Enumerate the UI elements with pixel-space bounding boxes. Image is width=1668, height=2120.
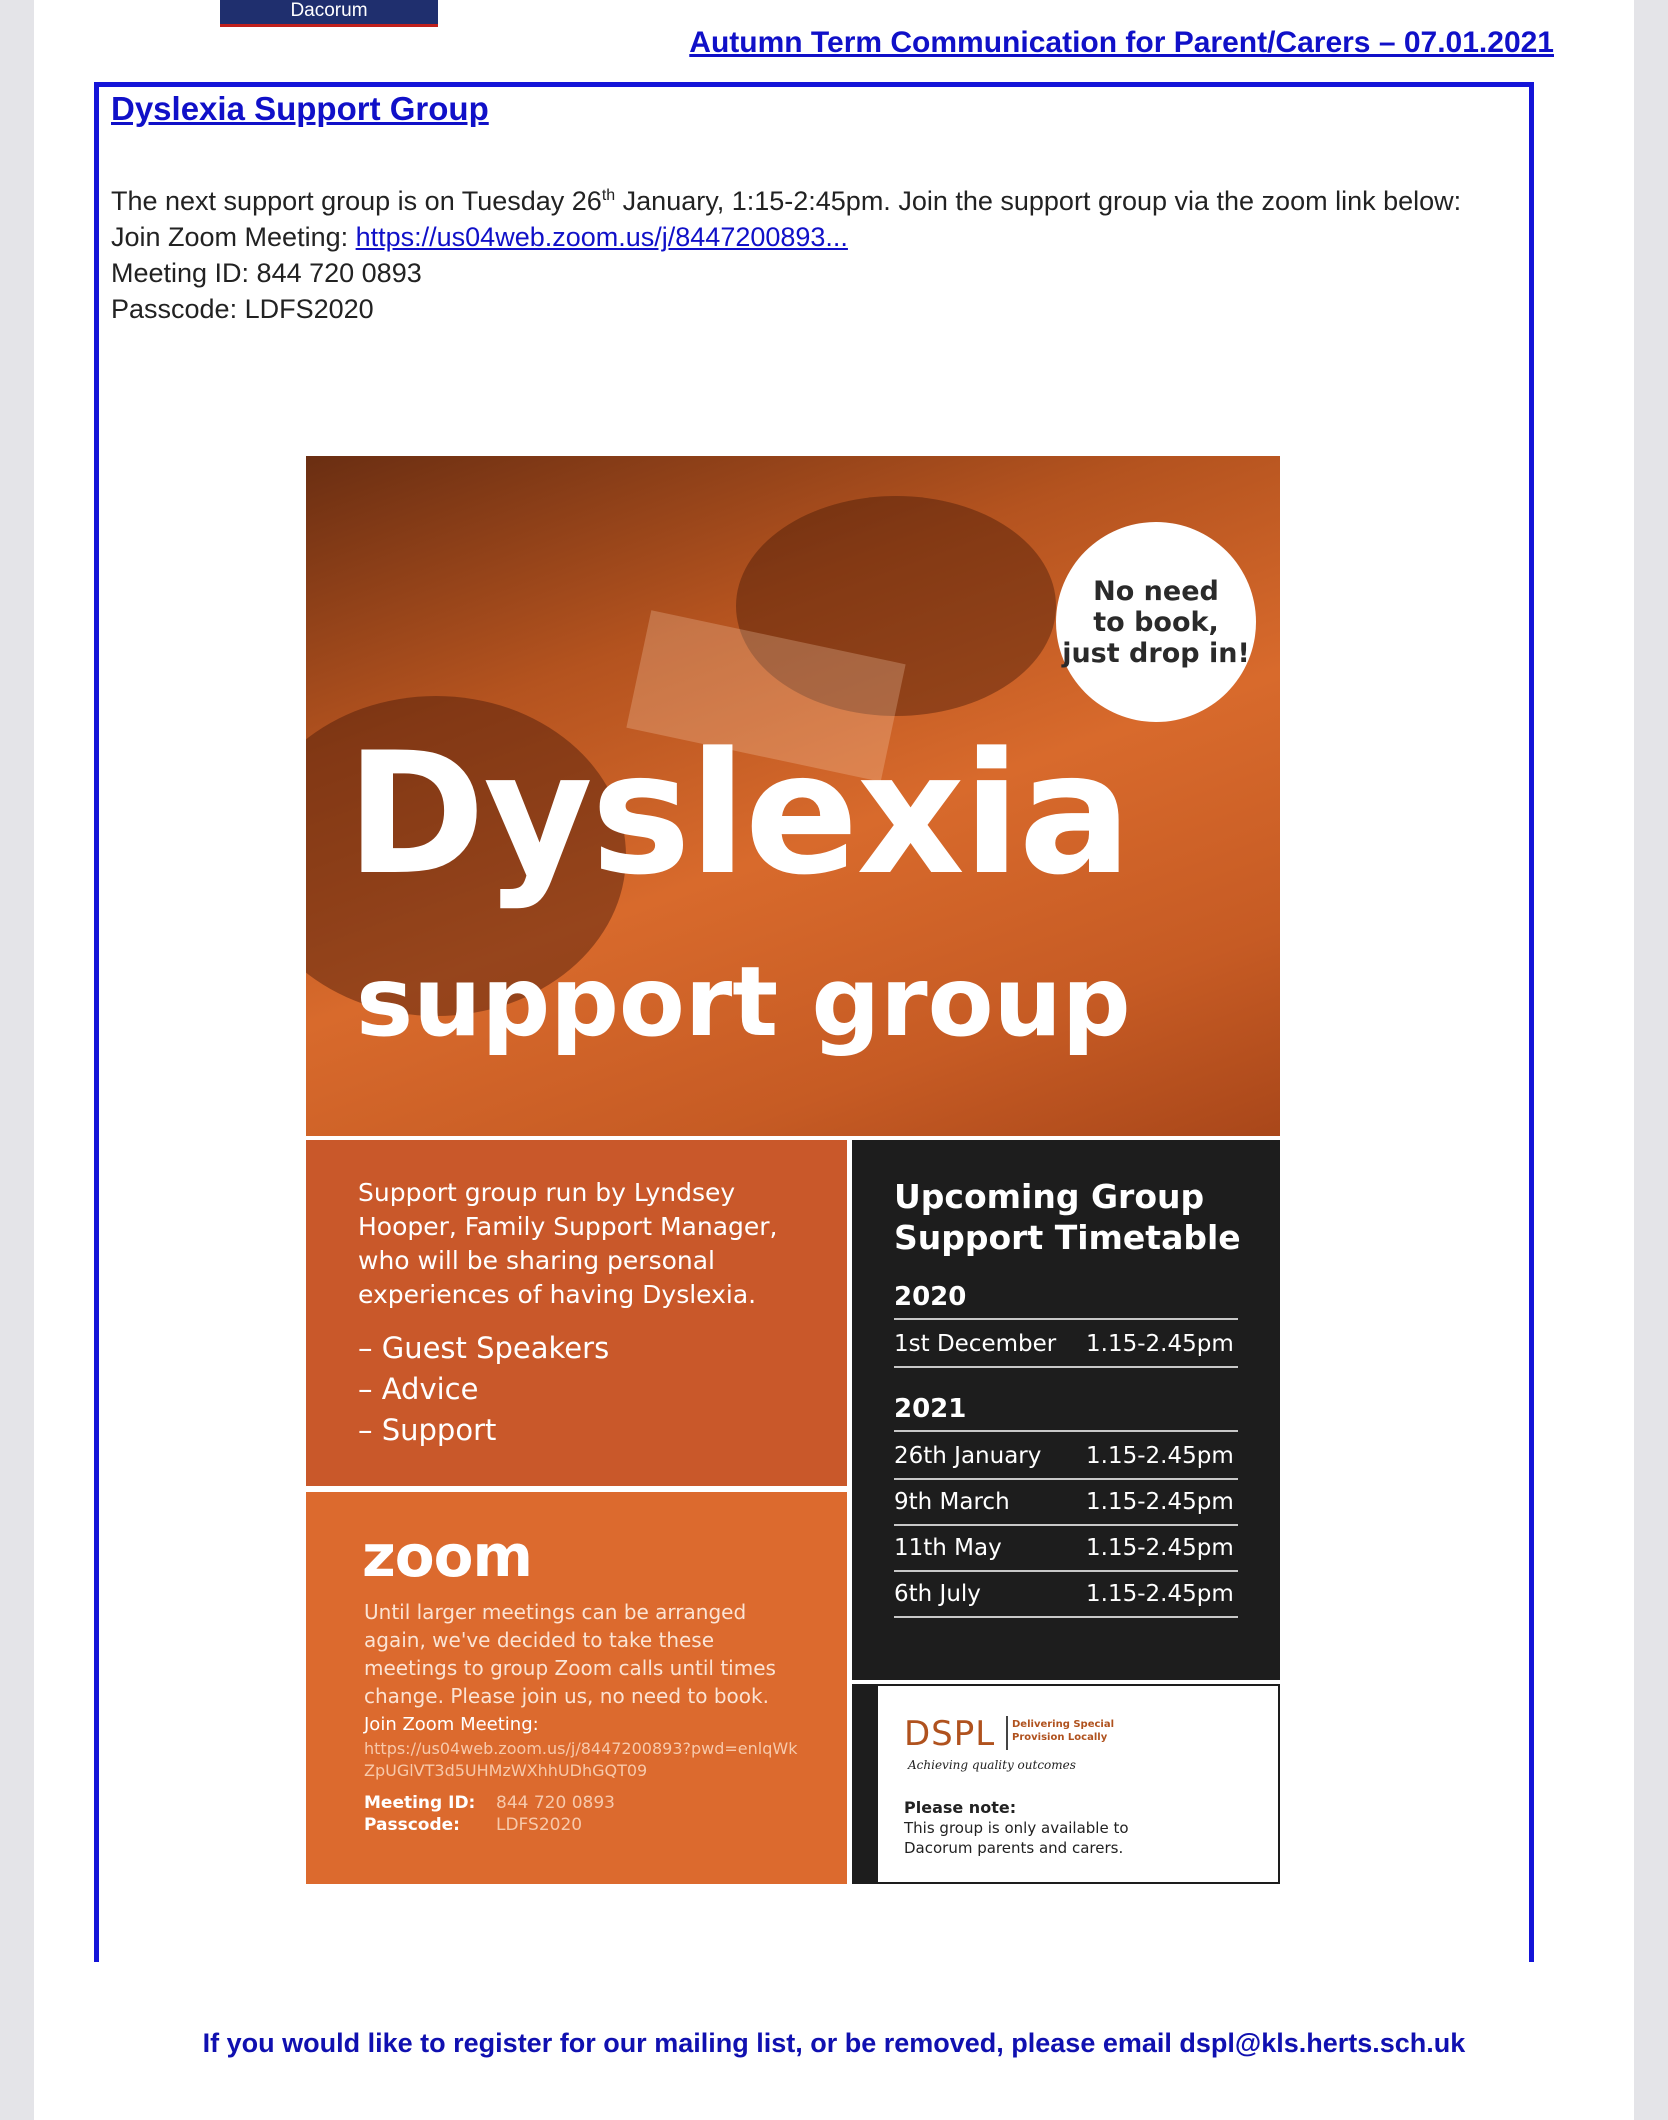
join-zoom-line: Join Zoom Meeting: https://us04web.zoom.us/j/8447200893...: [111, 222, 848, 252]
page-title: Autumn Term Communication for Parent/Carers – 07.01.2021: [689, 26, 1554, 59]
list-item: – Advice: [358, 1372, 479, 1406]
table-row: 1st December 1.15-2.45pm: [894, 1322, 1238, 1368]
timetable-title: Upcoming Group Support Timetable: [894, 1177, 1241, 1257]
dspl-subtitle: Delivering Special Provision Locally: [1012, 1719, 1115, 1743]
table-row: 11th May 1.15-2.45pm: [894, 1526, 1238, 1572]
zoom-link[interactable]: https://us04web.zoom.us/j/8447200893...: [355, 222, 848, 252]
group-description: Support group run by Lyndsey Hooper, Family Support Manager, who will be sharing personal experiences of having Dyslexia.: [358, 1178, 778, 1309]
dyslexia-poster: [306, 456, 1280, 1884]
dacorum-logo: Dacorum: [220, 0, 438, 27]
drop-in-badge: No need to book, just drop in!: [1056, 522, 1256, 722]
zoom-join-label: Join Zoom Meeting:: [364, 1714, 539, 1735]
mailing-list-footer: If you would like to register for our mailing list, or be removed, please email dspl@kls.herts.sch.uk: [202, 2028, 1466, 2058]
note-text: This group is only available to Dacorum parents and carers.: [904, 1819, 1129, 1857]
timetable-year-2020: 2020: [894, 1278, 1238, 1320]
timetable-box: [852, 1140, 1280, 1680]
table-row: 6th July 1.15-2.45pm: [894, 1572, 1238, 1618]
dspl-tagline: Achieving quality outcomes: [908, 1758, 1076, 1772]
next-meeting-text: The next support group is on Tuesday 26th January, 1:15-2:45pm. Join the support group via the zoom link below:: [111, 186, 1462, 216]
zoom-url: https://us04web.zoom.us/j/8447200893?pwd=enlqWkZpUGlVT3d5UHMzWXhhUDhGQT09: [364, 1739, 798, 1780]
zoom-description: Until larger meetings can be arranged again, we've decided to take these meetings to group Zoom calls until times change. Please join us, no need to book.: [364, 1600, 776, 1708]
passcode-text: Passcode: LDFS2020: [111, 294, 374, 324]
list-item: – Guest Speakers: [358, 1331, 610, 1365]
poster-hero-image: [306, 456, 1280, 1136]
zoom-logo: zoom: [362, 1522, 532, 1590]
dspl-logo: DSPL: [904, 1714, 996, 1754]
poster-subtitle: support group: [356, 946, 1131, 1058]
timetable-year-2021: 2021: [894, 1390, 1238, 1432]
zoom-info-box: [306, 1492, 847, 1884]
dspl-box: [852, 1684, 1280, 1884]
group-description-box: [306, 1140, 847, 1486]
section-title: Dyslexia Support Group: [111, 90, 489, 127]
topics-list: [358, 1328, 609, 1451]
list-item: – Support: [358, 1413, 497, 1447]
table-row: 9th March 1.15-2.45pm: [894, 1480, 1238, 1526]
section-body: [111, 178, 1531, 327]
zoom-credentials: Meeting ID: 844 720 0893 Passcode: LDFS2020: [364, 1793, 615, 1835]
meeting-id-text: Meeting ID: 844 720 0893: [111, 258, 422, 288]
table-row: 26th January 1.15-2.45pm: [894, 1434, 1238, 1480]
note-label: Please note:: [904, 1798, 1017, 1817]
poster-title: Dyslexia: [346, 716, 1130, 912]
